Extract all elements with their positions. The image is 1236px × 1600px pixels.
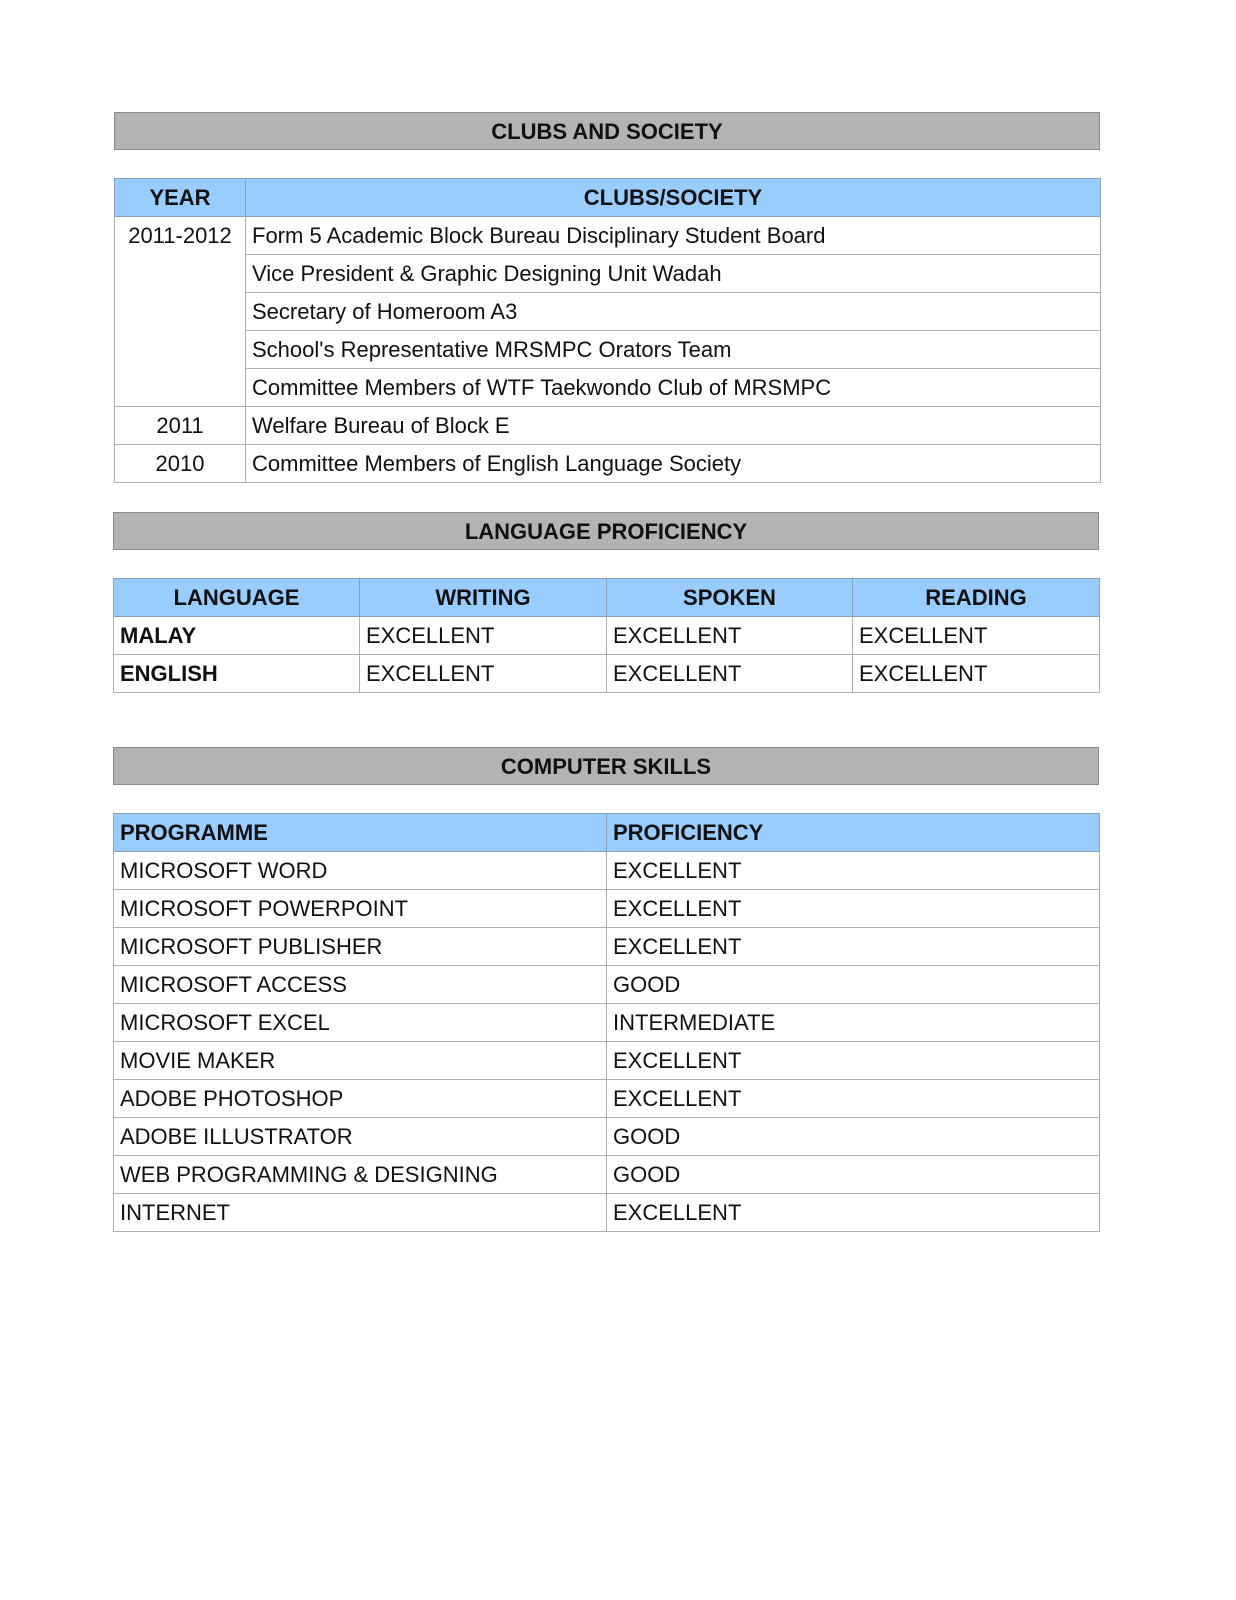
programme-cell: INTERNET	[114, 1194, 607, 1232]
writing-cell: EXCELLENT	[360, 617, 607, 655]
proficiency-cell: EXCELLENT	[607, 1042, 1100, 1080]
year-column-header: YEAR	[115, 179, 246, 217]
programme-cell: MOVIE MAKER	[114, 1042, 607, 1080]
club-cell: Secretary of Homeroom A3	[246, 293, 1101, 331]
table-row	[115, 293, 1101, 331]
proficiency-column-header: PROFICIENCY	[607, 814, 1100, 852]
club-cell: Committee Members of WTF Taekwondo Club of MRSMPC	[246, 369, 1101, 407]
spoken-cell: EXCELLENT	[607, 617, 853, 655]
club-cell: School's Representative MRSMPC Orators Team	[246, 331, 1101, 369]
reading-cell: EXCELLENT	[853, 617, 1100, 655]
table-row	[115, 445, 1101, 483]
clubs-column-header: CLUBS/SOCIETY	[246, 179, 1101, 217]
club-cell: Welfare Bureau of Block E	[246, 407, 1101, 445]
table-row	[115, 255, 1101, 293]
table-row	[114, 852, 1100, 890]
skills-header-row	[114, 814, 1100, 852]
table-row	[114, 1004, 1100, 1042]
language-name-cell: MALAY	[114, 617, 360, 655]
reading-cell: EXCELLENT	[853, 655, 1100, 693]
writing-cell: EXCELLENT	[360, 655, 607, 693]
language-name-cell: ENGLISH	[114, 655, 360, 693]
table-row	[115, 217, 1101, 255]
skills-section-title: COMPUTER SKILLS	[113, 747, 1099, 785]
proficiency-cell: GOOD	[607, 1118, 1100, 1156]
programme-cell: ADOBE PHOTOSHOP	[114, 1080, 607, 1118]
proficiency-cell: EXCELLENT	[607, 928, 1100, 966]
club-cell: Form 5 Academic Block Bureau Disciplinary Student Board	[246, 217, 1101, 255]
language-table	[113, 578, 1100, 693]
proficiency-cell: EXCELLENT	[607, 890, 1100, 928]
table-row	[114, 890, 1100, 928]
clubs-section-title: CLUBS AND SOCIETY	[114, 112, 1100, 150]
language-section-title: LANGUAGE PROFICIENCY	[113, 512, 1099, 550]
spoken-cell: EXCELLENT	[607, 655, 853, 693]
year-cell: 2011-2012	[115, 217, 246, 407]
programme-cell: WEB PROGRAMMING & DESIGNING	[114, 1156, 607, 1194]
table-row	[114, 1194, 1100, 1232]
table-row	[114, 1156, 1100, 1194]
proficiency-cell: EXCELLENT	[607, 852, 1100, 890]
language-column-header: LANGUAGE	[114, 579, 360, 617]
proficiency-cell: GOOD	[607, 966, 1100, 1004]
spoken-column-header: SPOKEN	[607, 579, 853, 617]
table-row	[114, 1080, 1100, 1118]
clubs-table	[114, 178, 1101, 483]
table-row	[115, 407, 1101, 445]
table-row	[115, 331, 1101, 369]
club-cell: Vice President & Graphic Designing Unit Wadah	[246, 255, 1101, 293]
proficiency-cell: INTERMEDIATE	[607, 1004, 1100, 1042]
proficiency-cell: EXCELLENT	[607, 1080, 1100, 1118]
reading-column-header: READING	[853, 579, 1100, 617]
skills-table	[113, 813, 1100, 1232]
table-row	[114, 966, 1100, 1004]
programme-cell: MICROSOFT PUBLISHER	[114, 928, 607, 966]
writing-column-header: WRITING	[360, 579, 607, 617]
table-row	[115, 369, 1101, 407]
club-cell: Committee Members of English Language Society	[246, 445, 1101, 483]
programme-column-header: PROGRAMME	[114, 814, 607, 852]
programme-cell: MICROSOFT ACCESS	[114, 966, 607, 1004]
proficiency-cell: EXCELLENT	[607, 1194, 1100, 1232]
language-header-row	[114, 579, 1100, 617]
year-cell: 2010	[115, 445, 246, 483]
year-cell: 2011	[115, 407, 246, 445]
table-row	[114, 655, 1100, 693]
table-row	[114, 1042, 1100, 1080]
table-row	[114, 928, 1100, 966]
programme-cell: MICROSOFT WORD	[114, 852, 607, 890]
programme-cell: ADOBE ILLUSTRATOR	[114, 1118, 607, 1156]
proficiency-cell: GOOD	[607, 1156, 1100, 1194]
programme-cell: MICROSOFT EXCEL	[114, 1004, 607, 1042]
table-row	[114, 1118, 1100, 1156]
table-row	[114, 617, 1100, 655]
clubs-header-row	[115, 179, 1101, 217]
programme-cell: MICROSOFT POWERPOINT	[114, 890, 607, 928]
